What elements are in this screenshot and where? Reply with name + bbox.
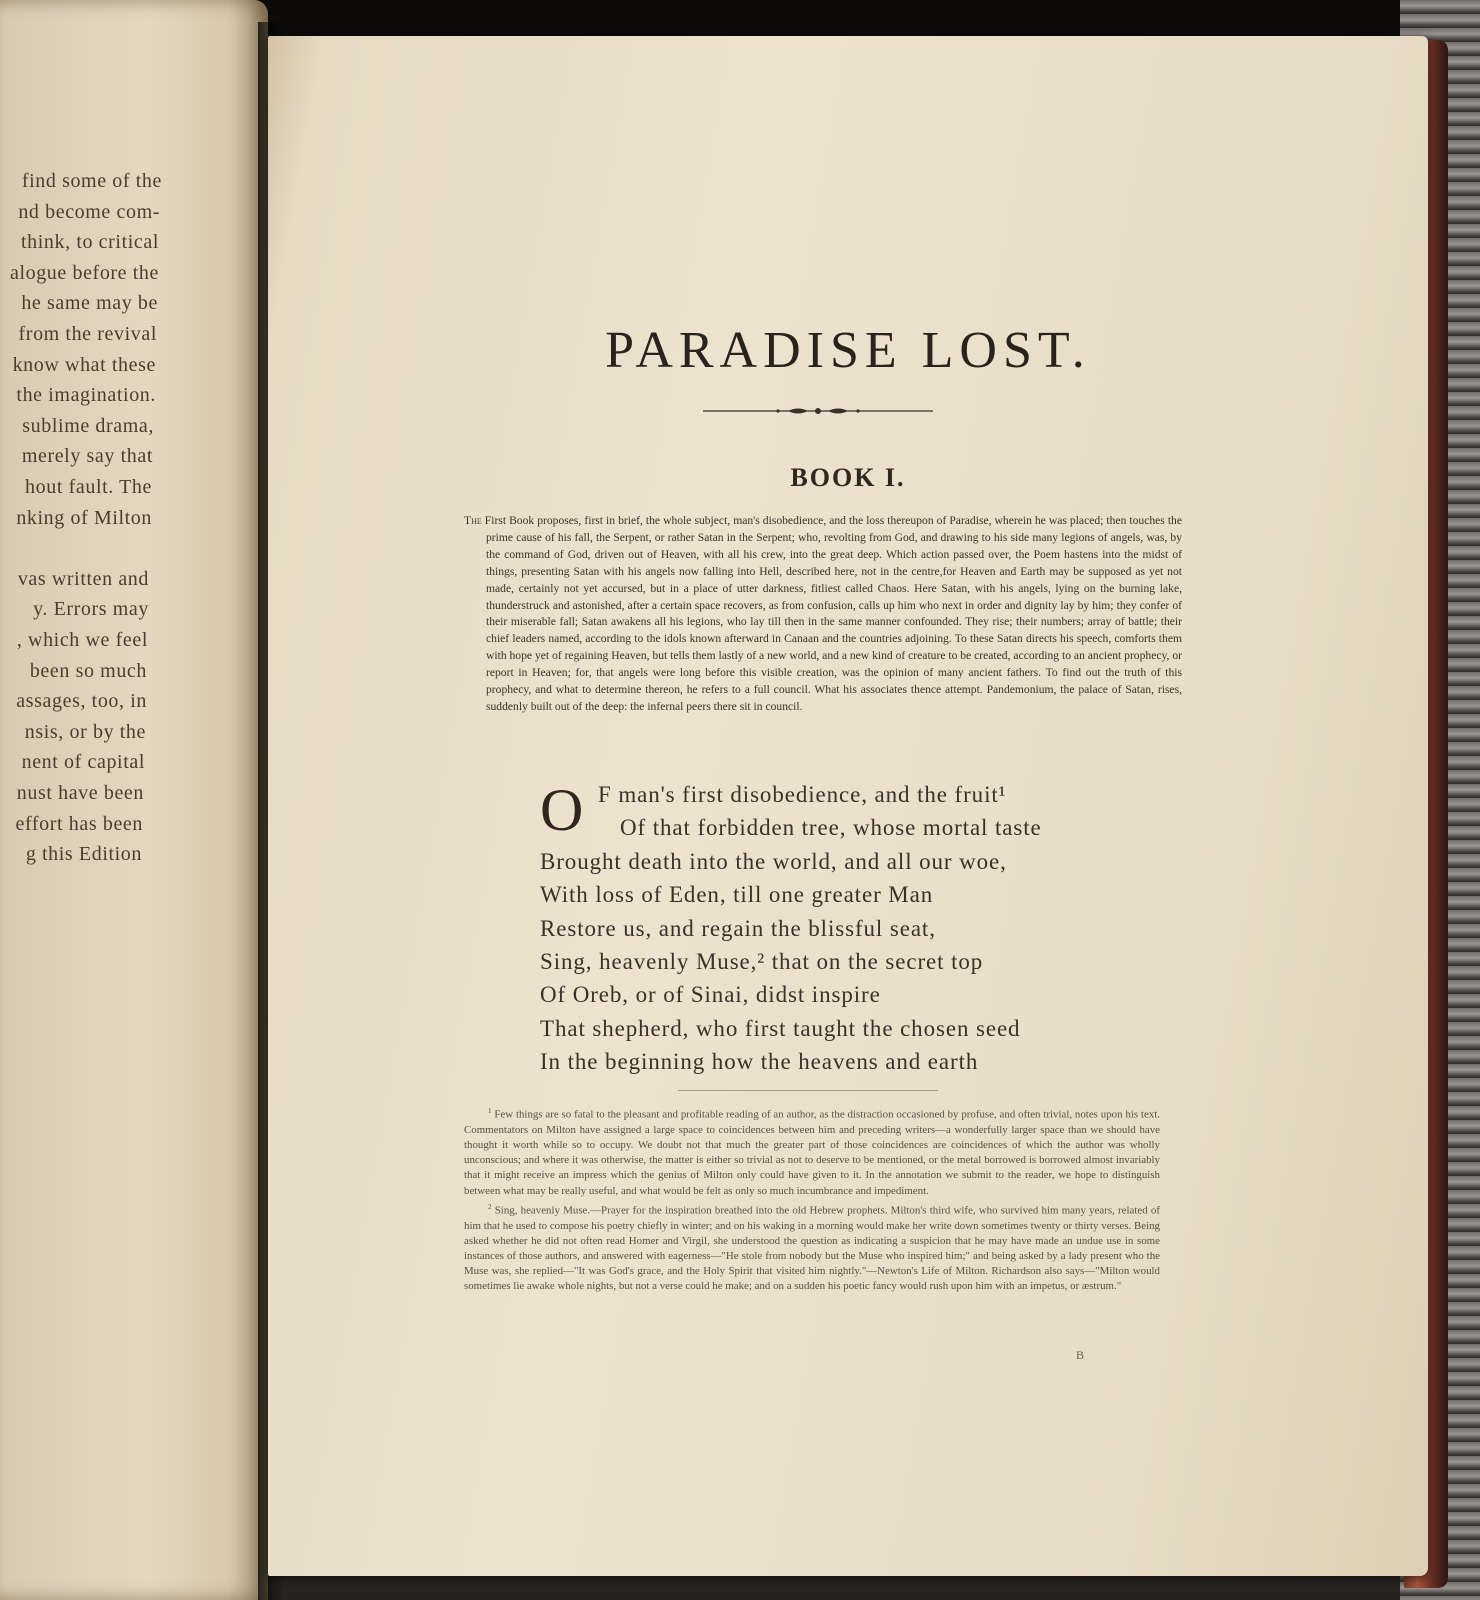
left-page-line: sublime drama, (22, 414, 154, 437)
verse-line: In the beginning how the heavens and earth (540, 1049, 979, 1075)
footnote-1-text: Few things are so fatal to the pleasant and profitable reading of an author, as the distraction occasioned by profuse, and often trivial, notes upon his text. Commentators on Milton have assigned a large space to coincidences between him and preceding writers—a wonderfully larger space than we should have thought it worth while so to occupy. We doubt not that much the greater part of those coincidences are coincidences of which the author was wholly unconscious; and where it was otherwise, the matter is either so trivial as not to deserve to be mentioned, or the metal borrowed is borrowed almost invariably that it might receive an impress which the genius of Milton only could have given to it. In the annotation we submit to the reader, we hope to distinguish between what may be really useful, and what would be felt as only so much incumbrance and impediment. (464, 1108, 1160, 1197)
verse-line: Sing, heavenly Muse,² that on the secret top (540, 949, 984, 974)
left-page-line: g this Edition (25, 843, 142, 866)
verse-line: Of that forbidden tree, whose mortal taste (620, 815, 1042, 841)
left-page-line: nent of capital (21, 751, 145, 774)
verse-line: Brought death into the world, and all our woe, (540, 848, 1007, 874)
book-heading: BOOK I. (790, 463, 906, 492)
footnote-rule (678, 1090, 938, 1091)
left-page-line: merely say that (21, 445, 153, 468)
left-page-line: hout fault. The (25, 476, 152, 498)
left-page-line: y. Errors may (33, 598, 149, 621)
left-page-text (0, 170, 162, 884)
left-page-line: find some of the (21, 170, 162, 192)
argument-text: First Book proposes, first in brief, the whole subject, man's disobedience, and the loss thereupon of Paradise, wherein he was placed; then touches the prime cause of his fall, the Serpent, or rather Satan in the Serpent; who, revolting from God, and drawing to his side many legions of angels, was, by the command of God, driven out of Heaven, with all his crew, into the great deep. Which action passed over, the Poem hastens into the midst of things, presenting Satan with his angels now falling into Hell, described here, not in the centre,for Heaven and Earth may be supposed as yet not made, certainly not yet accursed, but in a place of utter darkness, fitliest called Chaos. Here Satan, with his angels, lying on the burning lake, thunderstruck and astonished, after a certain space recovers, as from confusion, calls up him who next in order and dignity lay by him; they confer of their miserable fall; Satan awakens all his legions, who lay till then in the same manner confounded. They rise; their numbers; array of battle; their chief leaders named, according to the idols known afterward in Canaan and the countries adjoining. To these Satan directs his speech, comforts them with hope yet of regaining Heaven, but tells them lastly of a new world, and a new kind of creature to be created, according to an ancient prophecy, or report in Heaven; for, that angels were long before this visible creation, was the opinion of many ancient fathers. To find out the truth of this prophecy, and what to determine thereon, he refers to a full council. What his associates thence attempt. Pandemonium, the palace of Satan, rises, suddenly built out of the deep: the infernal peers there sit in council. (484, 514, 1182, 713)
footnote-2-mark: 2 (488, 1202, 492, 1211)
left-page-line: think, to critical (21, 231, 159, 254)
left-page-line: vas written and (17, 567, 149, 590)
footnote-2-text: Sing, heavenly Muse.—Prayer for the inspiration breathed into the old Hebrew prophets. Milton's third wife, who survived him many years, related of him that he used to compose his poetry chiefly in winter; and on his waking in a morning would make her write down sometimes twenty or thirty verses. Being asked whether he did not often read Homer and Virgil, she understood the question as indicating a suspicion that he may have made an undue use in some instances of those authors, and answered with eagerness—"He stole from nobody but the Muse who inspired him;" and being asked by a lady present who the Muse was, she replied—"It was God's grace, and the Holy Spirit that visited him nightly."—Newton's Life of Milton. Richardson also says—"Milton would sometimes lie awake whole nights, but not a verse could he make; and on a sudden his poetic fancy would rush upon him with an impetus, or æstrum." (464, 1204, 1160, 1293)
verse-line: Restore us, and regain the blissful seat, (540, 915, 936, 941)
left-page-line: effort has been (15, 812, 143, 835)
argument-lead: The (464, 514, 482, 527)
left-page-line: from the revival (18, 323, 157, 345)
ornament-divider (703, 404, 933, 418)
footnote-1 (464, 1104, 1160, 1199)
left-page-line: alogue before the (9, 261, 159, 284)
left-page-line: the imagination. (16, 384, 156, 407)
left-page-line: assages, too, in (16, 690, 147, 713)
verse-line: That shepherd, who first taught the chosen seed (540, 1015, 1021, 1041)
left-page-line: nust have been (16, 782, 144, 804)
left-page-line: know what these (12, 353, 156, 376)
left-page-line: he same may be (21, 292, 158, 315)
argument-paragraph (464, 513, 1182, 716)
footnotes (464, 1104, 1160, 1296)
footnote-1-mark: 1 (488, 1107, 492, 1115)
left-page-line: nd become com- (18, 200, 160, 223)
verse-line: With loss of Eden, till one greater Man (540, 882, 934, 908)
left-page-line: , which we feel (16, 629, 148, 651)
right-page (268, 36, 1428, 1576)
left-page-line: nsis, or by the (24, 720, 146, 743)
verse-line: Of Oreb, or of Sinai, didst inspire (540, 982, 881, 1008)
left-page-line: been so much (29, 659, 147, 682)
left-page-line: nking of Milton (16, 506, 152, 529)
left-page (0, 0, 268, 1600)
verse-line: F man's first disobedience, and the fruit¹ (598, 782, 1007, 807)
page-title: PARADISE LOST. (605, 322, 1091, 379)
footnote-2 (464, 1200, 1160, 1295)
folio-signature: B (1076, 1348, 1085, 1362)
drop-cap: O (540, 777, 584, 843)
